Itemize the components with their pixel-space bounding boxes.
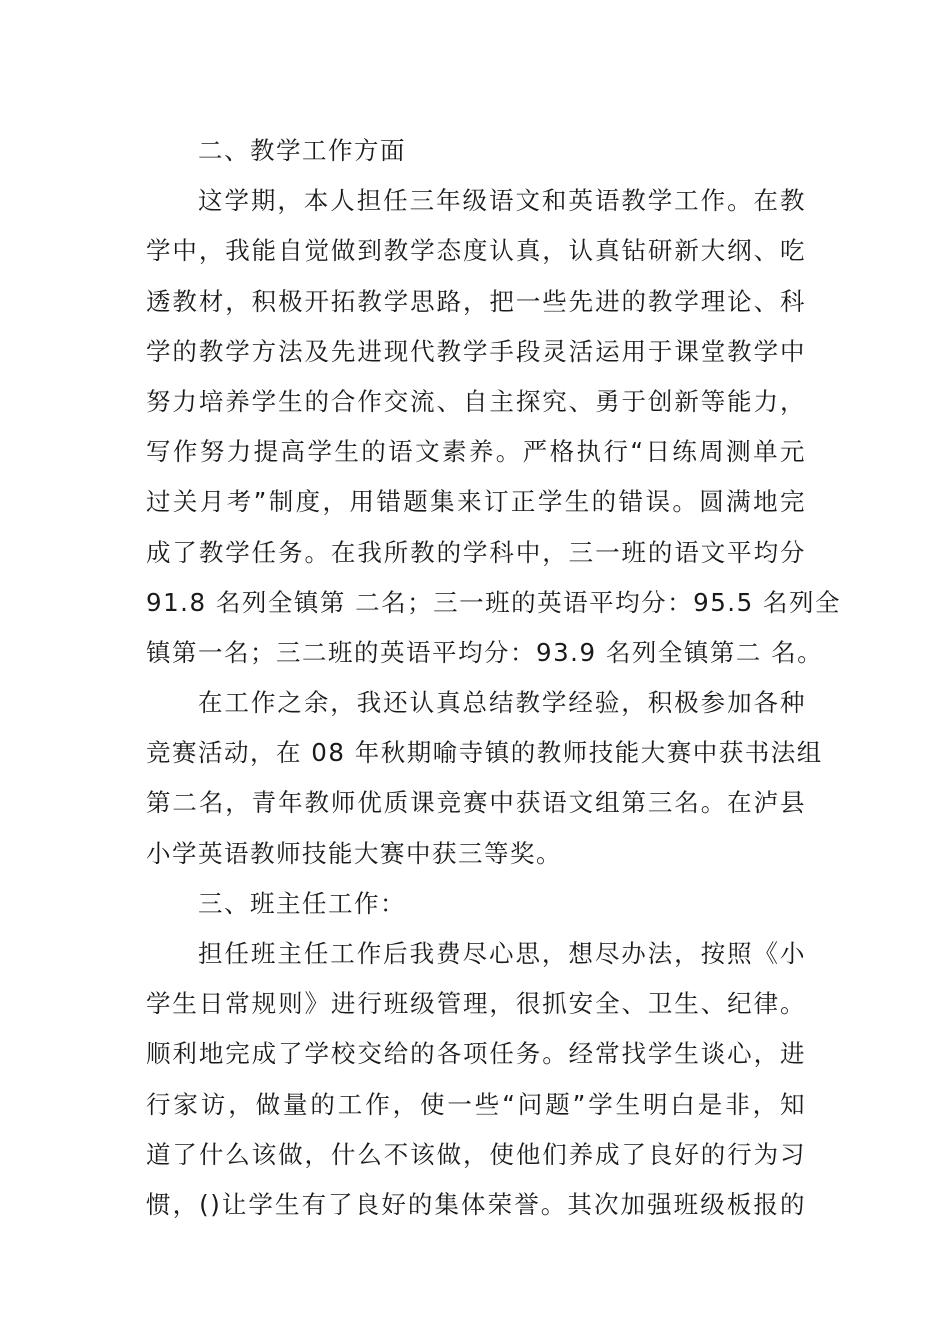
text-line: 学中，我能自觉做到教学态度认真，认真钻研新大纲、吃 — [146, 236, 806, 266]
text-line: 透教材，积极开拓教学思路，把一些先进的教学理论、科 — [146, 286, 806, 316]
text-line: 这学期，本人担任三年级语文和英语教学工作。在教 — [198, 186, 806, 216]
text-line: 学生日常规则》进行班级管理，很抓安全、卫生、纪律。 — [146, 989, 806, 1019]
text-line: 努力培养学生的合作交流、自主探究、勇于创新等能力， — [146, 386, 806, 416]
text-line: 道了什么该做，什么不该做，使他们养成了良好的行为习 — [146, 1139, 806, 1169]
text-line: 第二名，青年教师优质课竞赛中获语文组第三名。在泸县 — [146, 788, 806, 818]
text-line: 竞赛活动，在 08 年秋期喻寺镇的教师技能大赛中获书法组 — [146, 738, 823, 768]
text-line: 担任班主任工作后我费尽心思，想尽办法，按照《小 — [198, 939, 806, 968]
text-line: 91.8 名列全镇第 二名；三一班的英语平均分：95.5 名列全 — [146, 587, 841, 617]
text-line: 成了教学任务。在我所教的学科中，三一班的语文平均分 — [146, 537, 806, 567]
text-line: 小学英语教师技能大赛中获三等奖。 — [146, 838, 562, 868]
text-line: 镇第一名；三二班的英语平均分：93.9 名列全镇第二 名。 — [146, 637, 824, 667]
text-line: 顺利地完成了学校交给的各项任务。经常找学生谈心，进 — [146, 1039, 806, 1069]
text-line: 三、班主任工作： — [198, 888, 406, 918]
text-line: 在工作之余，我还认真总结教学经验，积极参加各种 — [198, 688, 806, 718]
text-line: 惯，()让学生有了良好的集体荣誉。其次加强班级板报的 — [146, 1189, 806, 1219]
text-line: 行家访，做量的工作，使一些“问题”学生明白是非，知 — [146, 1089, 806, 1119]
text-line: 写作努力提高学生的语文素养。严格执行“日练周测单元 — [146, 437, 806, 467]
text-line: 二、教学工作方面 — [198, 136, 406, 165]
document-body — [146, 126, 841, 1230]
text-line: 学的教学方法及先进现代教学手段灵活运用于课堂教学中 — [146, 336, 806, 366]
text-line: 过关月考”制度，用错题集来订正学生的错误。圆满地完 — [146, 487, 806, 517]
